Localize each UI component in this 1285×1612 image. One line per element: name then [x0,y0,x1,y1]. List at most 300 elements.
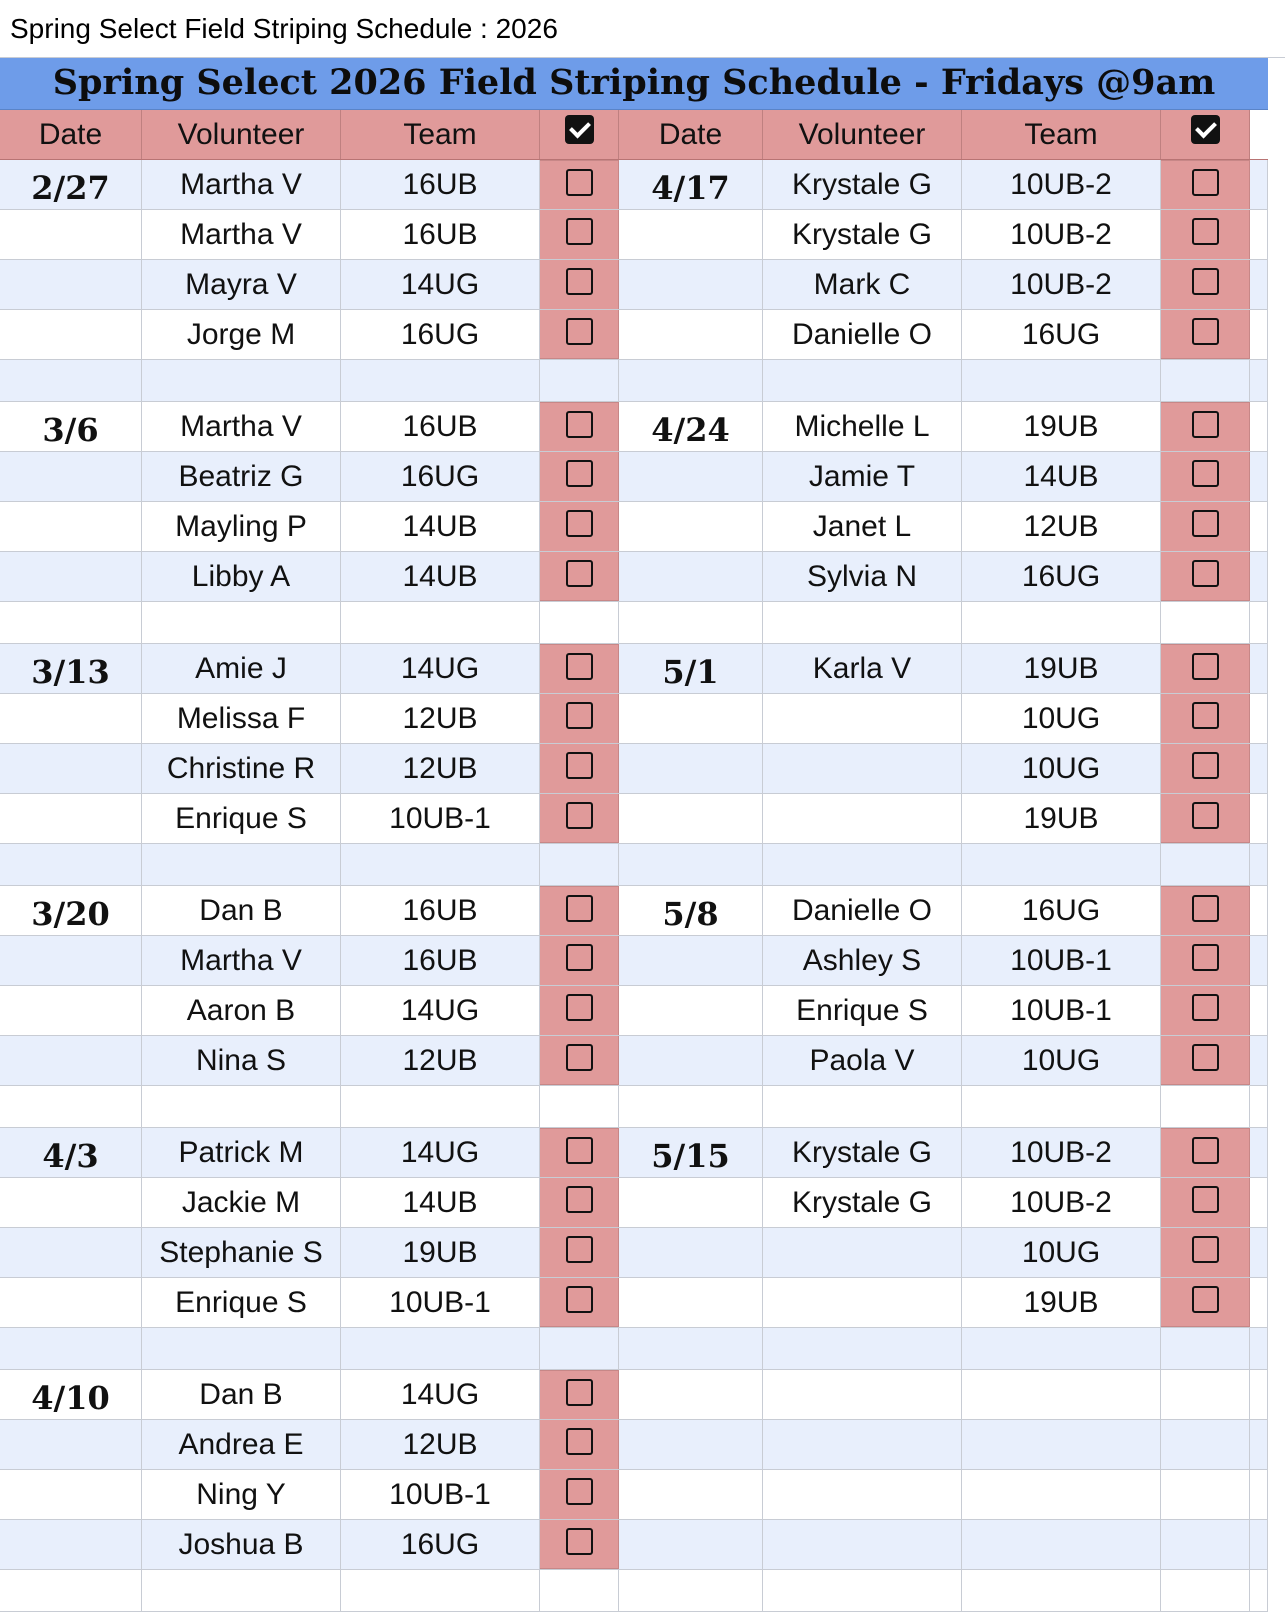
unchecked-checkbox-icon[interactable] [566,1528,593,1555]
date-cell [619,1036,763,1085]
empty-cell [1161,1328,1250,1369]
empty-cell [1250,794,1268,843]
unchecked-checkbox-icon[interactable] [566,1379,593,1406]
date-cell [0,210,142,259]
table-row [0,1036,1268,1086]
checkbox-cell[interactable] [540,1036,619,1085]
checkbox-cell[interactable] [1161,1178,1250,1227]
empty-cell [763,602,962,643]
unchecked-checkbox-icon[interactable] [566,169,593,196]
table-row [0,452,1268,502]
volunteer-cell: Mark C [763,260,962,309]
volunteer-cell: Andrea E [142,1420,341,1469]
spacer-row [0,844,1268,886]
empty-cell [341,360,540,401]
team-cell: 16UG [341,310,540,359]
volunteer-cell: Beatriz G [142,452,341,501]
spacer-row [0,1086,1268,1128]
volunteer-cell: Dan B [142,886,341,935]
checked-checkbox-icon[interactable] [1191,115,1220,144]
volunteer-cell: Ning Y [142,1470,341,1519]
schedule-banner: Spring Select 2026 Field Striping Schedule - Fridays @9am [0,58,1268,110]
empty-cell [1250,210,1268,259]
checkbox-cell[interactable] [540,1178,619,1227]
empty-cell [1250,310,1268,359]
volunteer-cell: Dan B [142,1370,341,1419]
date-cell [0,1278,142,1327]
table-row [0,1370,1268,1420]
empty-cell [1250,1328,1268,1369]
checkbox-cell[interactable] [540,986,619,1035]
team-cell: 16UG [962,310,1161,359]
volunteer-cell: Ashley S [763,936,962,985]
volunteer-cell [763,794,962,843]
checkbox-cell[interactable] [540,310,619,359]
empty-cell [962,1520,1161,1569]
banner-margin [1268,58,1285,110]
unchecked-checkbox-icon[interactable] [566,1044,593,1071]
unchecked-checkbox-icon[interactable] [566,802,593,829]
empty-cell [142,844,341,885]
table-row [0,552,1268,602]
team-cell: 16UB [341,160,540,209]
date-cell [619,694,763,743]
date-cell [0,986,142,1035]
unchecked-checkbox-icon[interactable] [1192,1044,1219,1071]
volunteer-cell: Krystale G [763,210,962,259]
empty-cell [619,1420,763,1469]
empty-cell [1250,452,1268,501]
empty-cell [962,360,1161,401]
team-cell: 16UB [341,936,540,985]
checkbox-cell[interactable] [540,1278,619,1327]
checkbox-cell[interactable] [540,160,619,209]
volunteer-cell: Martha V [142,936,341,985]
unchecked-checkbox-icon[interactable] [1192,510,1219,537]
team-cell: 16UG [341,1520,540,1569]
team-cell: 10UB-1 [962,986,1161,1035]
checkbox-cell[interactable] [1161,1128,1250,1177]
volunteer-cell: Joshua B [142,1520,341,1569]
checkbox-cell[interactable] [1161,986,1250,1035]
empty-cell [142,1328,341,1369]
volunteer-cell [763,744,962,793]
unchecked-checkbox-icon[interactable] [566,702,593,729]
empty-cell [763,844,962,885]
empty-cell [540,1570,619,1611]
header-team-right: Team [962,110,1161,159]
empty-cell [341,1570,540,1611]
empty-cell [540,844,619,885]
empty-cell [540,602,619,643]
date-cell [0,1178,142,1227]
team-cell: 19UB [341,1228,540,1277]
unchecked-checkbox-icon[interactable] [566,460,593,487]
empty-cell [0,602,142,643]
volunteer-cell: Melissa F [142,694,341,743]
team-cell: 10UB-1 [341,1470,540,1519]
empty-cell [341,1086,540,1127]
date-cell: 5/15 [619,1128,763,1177]
date-cell [619,1178,763,1227]
empty-cell [0,1328,142,1369]
unchecked-checkbox-icon[interactable] [566,752,593,779]
empty-cell [1161,1520,1250,1569]
unchecked-checkbox-icon[interactable] [1192,1137,1219,1164]
unchecked-checkbox-icon[interactable] [566,994,593,1021]
team-cell: 10UG [962,744,1161,793]
date-cell: 4/3 [0,1128,142,1177]
empty-cell [1161,1420,1250,1469]
unchecked-checkbox-icon[interactable] [1192,169,1219,196]
date-cell [619,794,763,843]
checkbox-cell[interactable] [1161,794,1250,843]
unchecked-checkbox-icon[interactable] [1192,1186,1219,1213]
empty-cell [1161,1086,1250,1127]
date-cell [0,1470,142,1519]
table-row [0,694,1268,744]
volunteer-cell: Nina S [142,1036,341,1085]
team-cell: 16UG [962,552,1161,601]
empty-cell [1250,1228,1268,1277]
volunteer-cell: Jamie T [763,452,962,501]
checkbox-cell[interactable] [1161,310,1250,359]
checkbox-cell[interactable] [1161,160,1250,209]
volunteer-cell: Enrique S [142,1278,341,1327]
team-cell: 16UB [341,210,540,259]
date-cell: 5/8 [619,886,763,935]
empty-cell [763,1470,962,1519]
checkbox-cell[interactable] [540,402,619,451]
table-row [0,502,1268,552]
empty-cell [0,1570,142,1611]
table-row [0,1278,1268,1328]
checkbox-cell[interactable] [540,260,619,309]
empty-cell [619,1520,763,1569]
checkbox-cell[interactable] [540,936,619,985]
empty-cell [142,1570,341,1611]
volunteer-cell: Mayling P [142,502,341,551]
date-cell [619,986,763,1035]
empty-cell [1250,986,1268,1035]
checkbox-cell[interactable] [540,502,619,551]
checkbox-cell[interactable] [1161,1036,1250,1085]
table-row [0,1520,1268,1570]
volunteer-cell: Krystale G [763,160,962,209]
table-row [0,886,1268,936]
checkbox-cell[interactable] [1161,1228,1250,1277]
date-cell [619,502,763,551]
empty-cell [540,360,619,401]
unchecked-checkbox-icon[interactable] [1192,994,1219,1021]
checkbox-cell[interactable] [540,1228,619,1277]
checkbox-cell[interactable] [1161,502,1250,551]
checkbox-cell[interactable] [1161,744,1250,793]
team-cell: 12UB [341,694,540,743]
header-check-right[interactable] [1161,110,1250,159]
header-volunteer-right: Volunteer [763,110,962,159]
unchecked-checkbox-icon[interactable] [1192,653,1219,680]
date-cell: 4/24 [619,402,763,451]
spacer-row [0,360,1268,402]
volunteer-cell: Aaron B [142,986,341,1035]
header-volunteer-left: Volunteer [142,110,341,159]
header-check-left[interactable] [540,110,619,159]
unchecked-checkbox-icon[interactable] [566,1137,593,1164]
empty-cell [619,1370,763,1419]
table-row [0,1420,1268,1470]
empty-cell [1250,1278,1268,1327]
team-cell: 10UB-2 [962,160,1161,209]
checkbox-cell[interactable] [540,452,619,501]
empty-cell [0,844,142,885]
unchecked-checkbox-icon[interactable] [566,1236,593,1263]
volunteer-cell [763,1278,962,1327]
empty-cell [763,1570,962,1611]
unchecked-checkbox-icon[interactable] [566,510,593,537]
unchecked-checkbox-icon[interactable] [1192,1286,1219,1313]
checkbox-cell[interactable] [1161,936,1250,985]
checkbox-cell[interactable] [540,1470,619,1519]
date-cell: 5/1 [619,644,763,693]
date-cell [0,936,142,985]
date-cell [619,260,763,309]
volunteer-cell: Paola V [763,1036,962,1085]
date-cell [0,1228,142,1277]
team-cell: 10UG [962,1036,1161,1085]
unchecked-checkbox-icon[interactable] [1192,318,1219,345]
checkbox-cell[interactable] [1161,260,1250,309]
unchecked-checkbox-icon[interactable] [566,268,593,295]
volunteer-cell: Karla V [763,644,962,693]
volunteer-cell: Martha V [142,160,341,209]
empty-cell [962,602,1161,643]
team-cell: 10UB-1 [341,794,540,843]
checkbox-cell[interactable] [540,1520,619,1569]
volunteer-cell: Krystale G [763,1178,962,1227]
checkbox-cell[interactable] [540,794,619,843]
schedule-grid [0,110,1268,1612]
volunteer-cell: Patrick M [142,1128,341,1177]
empty-cell [1250,602,1268,643]
checkbox-cell[interactable] [540,694,619,743]
empty-cell [1250,1570,1268,1611]
unchecked-checkbox-icon[interactable] [1192,218,1219,245]
team-cell: 16UB [341,886,540,935]
checkbox-cell[interactable] [1161,452,1250,501]
header-spacer [1250,110,1268,159]
checkbox-cell[interactable] [540,744,619,793]
unchecked-checkbox-icon[interactable] [566,1428,593,1455]
volunteer-cell: Danielle O [763,886,962,935]
date-cell: 3/13 [0,644,142,693]
volunteer-cell: Enrique S [763,986,962,1035]
team-cell: 16UG [341,452,540,501]
date-cell [0,502,142,551]
empty-cell [142,602,341,643]
checkbox-cell[interactable] [540,210,619,259]
volunteer-cell: Danielle O [763,310,962,359]
table-row [0,1128,1268,1178]
team-cell: 19UB [962,644,1161,693]
table-row [0,310,1268,360]
date-cell [0,310,142,359]
empty-cell [619,1570,763,1611]
volunteer-cell: Stephanie S [142,1228,341,1277]
checkbox-cell[interactable] [540,886,619,935]
unchecked-checkbox-icon[interactable] [1192,802,1219,829]
empty-cell [962,1086,1161,1127]
date-cell: 4/10 [0,1370,142,1419]
team-cell: 14UG [341,1128,540,1177]
date-cell [619,744,763,793]
spacer-row [0,1570,1268,1612]
checkbox-cell[interactable] [540,1370,619,1419]
checkbox-cell[interactable] [1161,552,1250,601]
unchecked-checkbox-icon[interactable] [1192,560,1219,587]
empty-cell [1250,1370,1268,1419]
empty-cell [763,1420,962,1469]
table-row [0,260,1268,310]
date-cell: 3/20 [0,886,142,935]
unchecked-checkbox-icon[interactable] [566,944,593,971]
date-cell [0,260,142,309]
team-cell: 19UB [962,402,1161,451]
date-cell [619,1278,763,1327]
table-row [0,160,1268,210]
empty-cell [341,844,540,885]
empty-cell [763,1086,962,1127]
empty-cell [619,360,763,401]
empty-cell [1250,1420,1268,1469]
unchecked-checkbox-icon[interactable] [1192,460,1219,487]
unchecked-checkbox-icon[interactable] [1192,411,1219,438]
empty-cell [1250,1520,1268,1569]
checkbox-cell[interactable] [1161,210,1250,259]
unchecked-checkbox-icon[interactable] [1192,702,1219,729]
unchecked-checkbox-icon[interactable] [1192,895,1219,922]
team-cell: 12UB [341,1036,540,1085]
checkbox-cell[interactable] [1161,402,1250,451]
empty-cell [1161,602,1250,643]
team-cell: 10UB-1 [341,1278,540,1327]
empty-cell [962,1420,1161,1469]
volunteer-cell: Christine R [142,744,341,793]
empty-cell [341,1328,540,1369]
header-date-left: Date [0,110,142,159]
date-cell [619,210,763,259]
team-cell: 14UB [341,1178,540,1227]
team-cell: 10UB-2 [962,210,1161,259]
unchecked-checkbox-icon[interactable] [566,318,593,345]
date-cell [619,1228,763,1277]
team-cell: 12UB [962,502,1161,551]
team-cell: 12UB [341,744,540,793]
date-cell [0,1036,142,1085]
unchecked-checkbox-icon[interactable] [1192,1236,1219,1263]
checkbox-cell[interactable] [540,644,619,693]
volunteer-cell: Mayra V [142,260,341,309]
empty-cell [619,1086,763,1127]
empty-cell [619,602,763,643]
volunteer-cell: Martha V [142,402,341,451]
empty-cell [1250,260,1268,309]
empty-cell [619,1470,763,1519]
empty-cell [1161,1470,1250,1519]
empty-cell [962,1370,1161,1419]
checked-checkbox-icon[interactable] [565,115,594,144]
checkbox-cell[interactable] [540,1420,619,1469]
volunteer-cell [763,694,962,743]
unchecked-checkbox-icon[interactable] [566,411,593,438]
team-cell: 16UB [341,402,540,451]
team-cell: 14UG [341,986,540,1035]
table-row [0,644,1268,694]
unchecked-checkbox-icon[interactable] [566,1286,593,1313]
empty-cell [1250,402,1268,451]
empty-cell [1250,552,1268,601]
unchecked-checkbox-icon[interactable] [566,218,593,245]
volunteer-cell: Amie J [142,644,341,693]
checkbox-cell[interactable] [540,1128,619,1177]
team-cell: 14UB [341,552,540,601]
empty-cell [1250,1470,1268,1519]
empty-cell [1250,886,1268,935]
checkbox-cell[interactable] [1161,886,1250,935]
empty-cell [1250,744,1268,793]
empty-cell [1250,694,1268,743]
date-cell [0,552,142,601]
unchecked-checkbox-icon[interactable] [1192,944,1219,971]
unchecked-checkbox-icon[interactable] [1192,752,1219,779]
team-cell: 14UB [341,502,540,551]
checkbox-cell[interactable] [1161,1278,1250,1327]
volunteer-cell: Jorge M [142,310,341,359]
date-cell [0,744,142,793]
empty-cell [1161,844,1250,885]
checkbox-cell[interactable] [540,552,619,601]
table-row [0,402,1268,452]
date-cell: 4/17 [619,160,763,209]
date-cell [0,694,142,743]
empty-cell [1250,502,1268,551]
empty-cell [619,844,763,885]
unchecked-checkbox-icon[interactable] [566,1478,593,1505]
table-row [0,986,1268,1036]
unchecked-checkbox-icon[interactable] [566,560,593,587]
empty-cell [341,602,540,643]
unchecked-checkbox-icon[interactable] [1192,268,1219,295]
empty-cell [763,1370,962,1419]
team-cell: 14UG [341,1370,540,1419]
table-row [0,1178,1268,1228]
empty-cell [1250,844,1268,885]
volunteer-cell: Janet L [763,502,962,551]
unchecked-checkbox-icon[interactable] [566,653,593,680]
team-cell: 19UB [962,794,1161,843]
unchecked-checkbox-icon[interactable] [566,895,593,922]
checkbox-cell[interactable] [1161,694,1250,743]
team-cell: 10UB-2 [962,1178,1161,1227]
empty-cell [1250,1036,1268,1085]
empty-cell [619,1328,763,1369]
checkbox-cell[interactable] [1161,644,1250,693]
date-cell [0,1520,142,1569]
empty-cell [962,1470,1161,1519]
team-cell: 14UG [341,260,540,309]
unchecked-checkbox-icon[interactable] [566,1186,593,1213]
spacer-row [0,1328,1268,1370]
